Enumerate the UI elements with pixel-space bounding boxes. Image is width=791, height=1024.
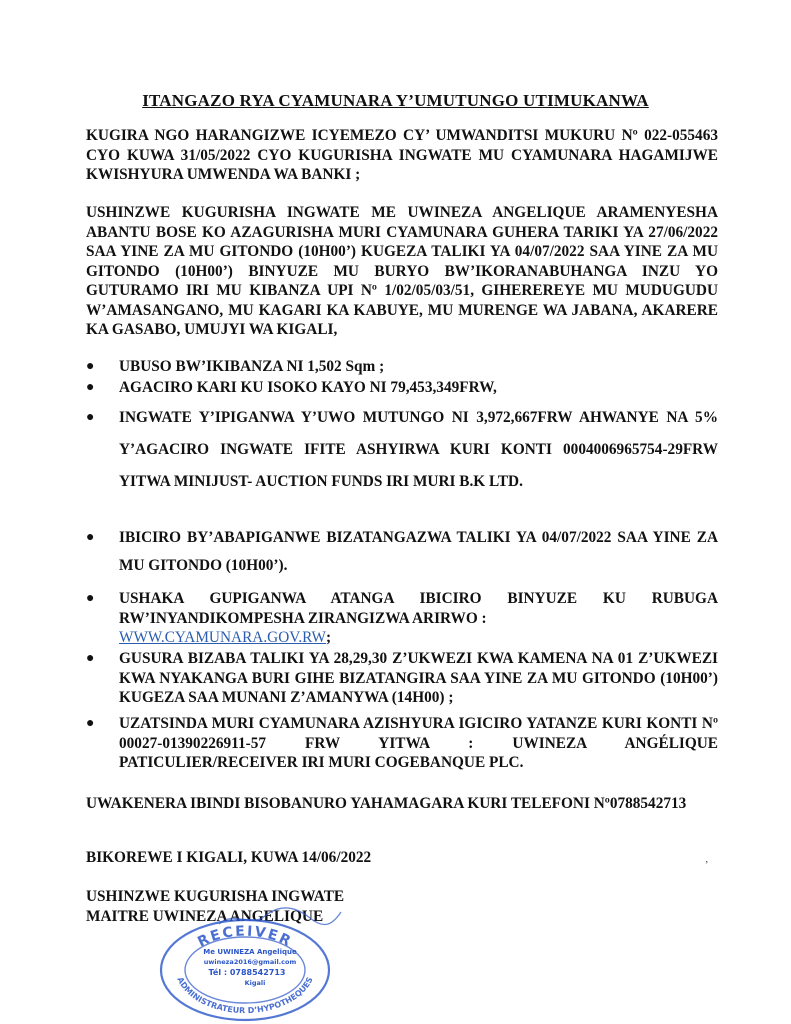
stamp-line-name: Me UWINEZA Angelique <box>203 948 297 956</box>
bullet-icon: ● <box>86 716 95 731</box>
list-item-text: UBUSO BW’IKIBANZA NI 1,502 Sqm ; <box>119 358 385 375</box>
bullet-icon: ● <box>86 530 95 545</box>
stamp-line-email: uwineza2016@gmail.com <box>203 958 297 966</box>
bullet-icon: ● <box>86 359 95 374</box>
stray-mark: ’ <box>705 860 709 871</box>
list-item-text <box>119 589 718 648</box>
document-title: ITANGAZO RYA CYAMUNARA Y’UMUTUNGO UTIMUKANWA <box>142 91 649 110</box>
bullet-icon: ● <box>86 410 95 425</box>
paragraph-decision: KUGIRA NGO HARANGIZWE ICYEMEZO CY’ UMWANDITSI MUKURU Nº 022-055463 CYO KUWA 31/05/2022 CYO KUGURISHA INGWATE MU CYAMUNARA HAGAMIJWE KWISHYURA UMWENDA WA BANKI ; <box>86 127 718 183</box>
list-item-text: IBICIRO BY’ABAPIGANWE BIZATANGAZWA TALIKI YA 04/07/2022 SAA YINE ZA MU GITONDO (10H00’). <box>119 529 718 574</box>
stamp-line-city: Kigali <box>244 979 266 987</box>
list-item-text: UZATSINDA MURI CYAMUNARA AZISHYURA IGICIRO YATANZE KURI KONTI Nº 00027-01390226911-57 FRW YITWA : UWINEZA ANGÉLIQUE PATICULIER/RECEIVER IRI MURI COGEBANQUE PLC. <box>119 715 718 771</box>
signature <box>215 902 345 932</box>
website-link[interactable]: WWW.CYAMUNARA.GOV.RW <box>119 629 326 646</box>
list-item-text-part: USHAKA GUPIGANWA ATANGA IBICIRO BINYUZE KU RUBUGA RW’INYANDIKOMPESHA ZIRANGIZWA ARIRWO : <box>119 590 718 627</box>
bullet-icon: ● <box>86 591 95 606</box>
paragraph-announcement: USHINZWE KUGURISHA INGWATE ME UWINEZA ANGELIQUE ARAMENYESHA ABANTU BOSE KO AZAGURISHA MURI CYAMUNARA GUHERA TARIKI YA 27/06/2022 SAA YINE ZA MU GITONDO (10H00’) KUGEZA TALIKI YA 04/07/2022 SAA YINE ZA MU GITONDO (10H00’) BINYUZE MU BURYO BW’IKORANABUHANGA INZU YO GUTURAMO IRI MU KIBANZA UPI Nº 1/02/05/03/51, GIHEREREYE MU MUDUGUDU W’AMASANGANO, MU KAGARI KA KABUYE, MU MURENGE WA JABANA, AKARERE KA GASABO, UMUJYI WA KIGALI, <box>86 204 718 338</box>
contact-paragraph: UWAKENERA IBINDI BISOBANURO YAHAMAGARA KURI TELEFONI Nº0788542713 <box>86 795 687 812</box>
bullet-icon: ● <box>86 651 95 666</box>
place-and-date: BIKOREWE I KIGALI, KUWA 14/06/2022 <box>86 849 372 866</box>
signer-name: MAITRE UWINEZA ANGELIQUE <box>86 908 324 925</box>
stamp-line-phone: Tél : 0788542713 <box>208 968 286 977</box>
list-item-text-suffix: ; <box>325 629 332 646</box>
signer-role: USHINZWE KUGURISHA INGWATE <box>86 888 345 905</box>
list-item-text: INGWATE Y’IPIGANWA Y’UWO MUTUNGO NI 3,972,667FRW AHWANYE NA 5% Y’AGACIRO INGWATE IFITE ASHYIRWA KURI KONTI 0004006965754-29FRW YITWA MINIJUST- AUCTION FUNDS IRI MURI B.K LTD. <box>119 409 718 490</box>
bullet-icon: ● <box>86 380 95 395</box>
stamp-top-text: RECEIVER <box>195 923 295 951</box>
stamp-bottom-text: ADMINISTRATEUR D’HYPOTHEQUES <box>175 975 315 1016</box>
list-item-text: GUSURA BIZABA TALIKI YA 28,29,30 Z’UKWEZI KWA KAMENA NA 01 Z’UKWEZI KWA NYAKANGA BURI GIHE BIZATANGIRA SAA YINE ZA MU GITONDO (10H00’) KUGEZA SAA MUNANI Z’AMANYWA (14H00) ; <box>119 650 718 706</box>
list-item-text: AGACIRO KARI KU ISOKO KAYO NI 79,453,349FRW, <box>119 379 497 396</box>
